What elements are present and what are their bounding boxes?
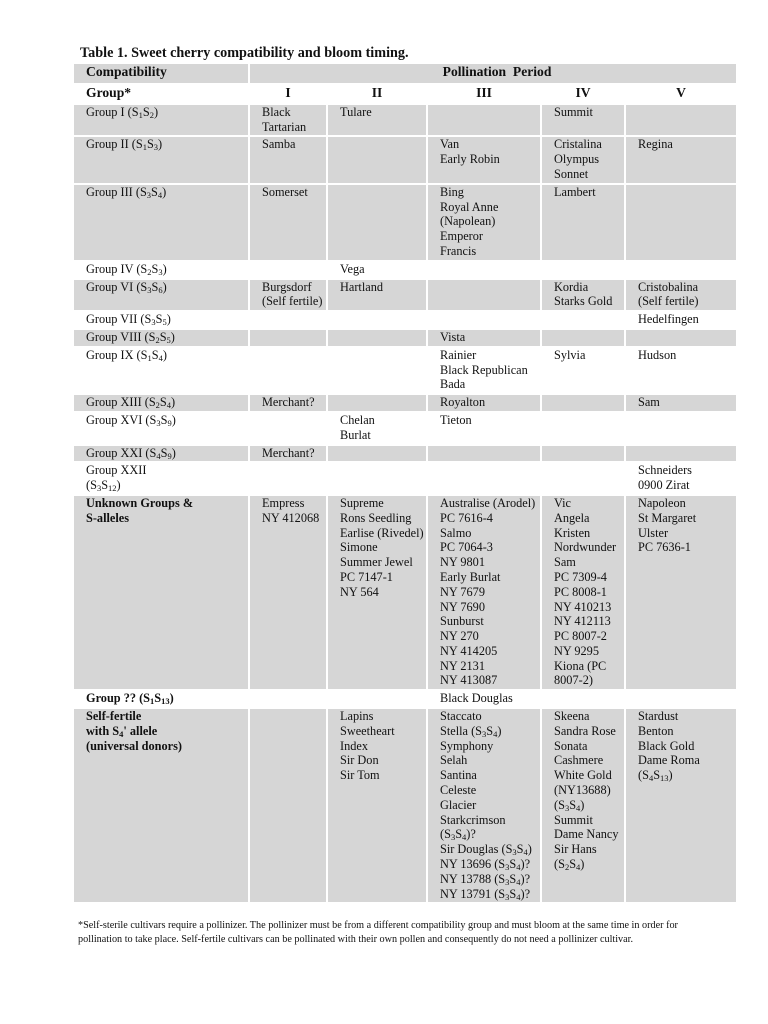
table-body [73,104,737,904]
cultivar-name: Angela [554,510,590,525]
cultivar-name: Sunburst [440,614,484,629]
cultivar-name: Schneiders [638,463,692,478]
group-label-line: S-alleles [86,510,130,525]
cultivar-name: Kordia [554,279,589,294]
cultivar-cell-period-4 [541,347,625,394]
group-label-line: Group III $(S_3S_4)$ [86,184,167,200]
cultivar-name: NY 13788 $(S_3S_4)$? [440,871,531,887]
cultivar-name: Cristalina [554,137,602,152]
cultivar-name: Sir Tom [340,768,380,783]
cultivar-cell-period-2 [327,261,427,279]
cultivar-name: PC 7636-1 [638,540,691,555]
cultivar-cell-period-2 [327,445,427,463]
header-row-2 [73,84,737,104]
cultivar-name: Stella $(S_3S_4)$ [440,723,502,739]
cultivar-cell-period-5 [625,279,737,312]
cultivar-name: Cashmere [554,753,604,768]
cultivar-name: Simone [340,540,378,555]
table-title: Table 1. Sweet cherry compatibility and bloom timing. [80,45,409,61]
cultivar-cell-period-3 [427,184,541,261]
cultivar-cell-period-2 [327,311,427,329]
cultivar-name: Dame Nancy [554,827,619,842]
group-cell [73,104,249,137]
cultivar-cell-period-3 [427,445,541,463]
cultivar-name: Samba [262,137,296,152]
cultivar-cell-period-5 [625,184,737,261]
cultivar-name: Somerset [262,184,308,199]
cultivar-cell-period-3 [427,261,541,279]
cultivar-name: Early Burlat [440,569,501,584]
cultivar-cell-period-1 [249,495,327,690]
cultivar-name: Merchant? [262,395,315,410]
cultivar-name: Sonata [554,738,588,753]
cultivar-cell-period-1 [249,708,327,903]
cultivar-name: Empress [262,495,305,510]
cultivar-cell-period-2 [327,412,427,445]
cultivar-name: Royalton [440,395,486,410]
cultivar-cell-period-4 [541,412,625,445]
cultivar-name: Olympus [554,152,600,167]
cultivar-name: NY 413087 [440,673,498,688]
pollination-period-header: Pollination Period [249,63,737,84]
cultivar-name: Benton [638,723,674,738]
cultivar-cell-period-1 [249,184,327,261]
cultivar-cell-period-5 [625,690,737,708]
group-label-line: Group VIII $(S_2S_5)$ [86,329,175,345]
cultivar-name: Staccato [440,709,482,724]
cultivar-name: Van [440,137,460,152]
group-label-line: Group XVI $(S_3S_9)$ [86,412,176,428]
group-label-line: Group IV $(S_2S_3)$ [86,261,167,277]
cultivar-name: NY 13791 $(S_3S_4)$? [440,886,531,902]
cultivar-cell-period-4 [541,445,625,463]
cultivar-name: Hartland [340,279,384,294]
cultivar-name: Ulster [638,525,669,540]
cultivar-name: Regina [638,137,673,152]
group-label-line: Group IX $(S_1S_4)$ [86,347,167,363]
cultivar-name: Hudson [638,347,677,362]
cultivar-name: PC 7147-1 [340,569,393,584]
cultivar-cell-period-4 [541,311,625,329]
table-row [73,104,737,137]
cultivar-cell-period-2 [327,347,427,394]
cultivar-name: Francis [440,243,477,258]
cultivar-cell-period-5 [625,104,737,137]
compatibility-table [72,62,738,904]
cultivar-name: NY 414205 [440,643,498,658]
cultivar-cell-period-4 [541,261,625,279]
cultivar-name: Bing [440,184,464,199]
table-row [73,311,737,329]
cultivar-name: 8007-2) [554,673,593,688]
group-cell [73,311,249,329]
cultivar-name: Chelan [340,412,375,427]
cultivar-name: Burgsdorf [262,279,312,294]
period-header-2: II [327,84,427,104]
cultivar-cell-period-5 [625,495,737,690]
cultivar-name: Emperor [440,229,484,244]
cultivar-name: NY 13696 $(S_3S_4)$? [440,857,531,873]
table-row [73,445,737,463]
cultivar-name: NY 412113 [554,614,611,629]
cultivar-name: $(S_4S_{13})$ [638,768,673,784]
header-row-1 [73,63,737,84]
cultivar-name: Sir Don [340,753,379,768]
cultivar-name: (Self fertile) [262,294,323,309]
cultivar-name: Sir Douglas $(S_3S_4)$ [440,842,532,858]
cultivar-name: Black Gold [638,738,695,753]
group-label-line: Unknown Groups & [86,495,194,510]
cultivar-name: White Gold [554,768,612,783]
group-label-line: Group VI $(S_3S_6)$ [86,279,167,295]
cultivar-cell-period-3 [427,347,541,394]
footnote: *Self-sterile cultivars require a pollinizer. The pollinizer must be from a different compatibility group and must bloom at the same time in order for pollination to take place. Self-fertile cultivars can be pollinated with their own pollen and consequently do not need a pollinizer cultivar. [78,920,678,945]
cultivar-cell-period-3 [427,329,541,347]
cultivar-name: $(S_3S_4)$? [440,827,476,843]
cultivar-name: Sonnet [554,166,589,181]
cultivar-name: Vista [440,329,466,344]
cultivar-name: Nordwunder [554,540,617,555]
cultivar-cell-period-5 [625,329,737,347]
compatibility-header: Compatibility [73,63,249,84]
cultivar-cell-period-3 [427,136,541,183]
cultivar-name: Summit [554,104,593,119]
cultivar-name: Sam [638,395,660,410]
group-cell [73,708,249,903]
cultivar-name: PC 8007-2 [554,629,607,644]
table-row [73,708,737,903]
cultivar-cell-period-4 [541,104,625,137]
cultivar-cell-period-5 [625,347,737,394]
cultivar-name: Rons Seedling [340,510,412,525]
cultivar-name: Burlat [340,427,371,442]
cultivar-name: Tartarian [262,119,307,134]
period-header-5: V [625,84,737,104]
group-label-line: Group XXII [86,463,147,478]
cultivar-cell-period-2 [327,279,427,312]
cultivar-name: St Margaret [638,510,697,525]
cultivar-cell-period-4 [541,462,625,495]
cultivar-name: $(S_3S_4)$ [554,797,585,813]
cultivar-cell-period-3 [427,708,541,903]
cultivar-cell-period-2 [327,394,427,412]
cultivar-name: Tulare [340,104,372,119]
cultivar-name: Skeena [554,709,590,724]
cultivar-name: $(S_2S_4)$ [554,857,585,873]
cultivar-cell-period-2 [327,690,427,708]
cultivar-cell-period-5 [625,136,737,183]
table-row [73,462,737,495]
cultivar-cell-period-1 [249,136,327,183]
group-cell [73,412,249,445]
cultivar-cell-period-1 [249,347,327,394]
cultivar-cell-period-3 [427,394,541,412]
cultivar-name: Starkcrimson [440,812,506,827]
cultivar-cell-period-3 [427,279,541,312]
cultivar-cell-period-2 [327,708,427,903]
table-row [73,347,737,394]
group-cell [73,347,249,394]
group-label-line: Group ?? $(S_1S_{13})$ [86,691,174,707]
cultivar-name: Napoleon [638,495,686,510]
cultivar-name: Index [340,738,368,753]
cultivar-cell-period-5 [625,311,737,329]
cultivar-name: Supreme [340,495,384,510]
cultivar-name: Stardust [638,709,679,724]
cultivar-name: Santina [440,768,477,783]
table-row [73,394,737,412]
cultivar-cell-period-2 [327,184,427,261]
cultivar-cell-period-1 [249,329,327,347]
cultivar-name: (NY13688) [554,783,611,798]
cultivar-cell-period-4 [541,708,625,903]
period-header-4: IV [541,84,625,104]
cultivar-cell-period-3 [427,412,541,445]
group-cell [73,445,249,463]
group-label-line: (universal donors) [86,738,182,753]
cultivar-name: PC 7064-3 [440,540,493,555]
group-label-line: Group VII $(S_3S_5)$ [86,312,171,328]
cultivar-name: NY 9295 [554,643,599,658]
group-cell [73,690,249,708]
cultivar-cell-period-1 [249,445,327,463]
cultivar-name: NY 410213 [554,599,612,614]
table-row [73,690,737,708]
cultivar-name: Royal Anne [440,199,499,214]
cultivar-cell-period-5 [625,394,737,412]
cultivar-name: (Napolean) [440,214,496,229]
cultivar-name: Hedelfingen [638,312,699,327]
cultivar-cell-period-2 [327,136,427,183]
cultivar-cell-period-5 [625,462,737,495]
cultivar-cell-period-3 [427,462,541,495]
cultivar-name: Dame Roma [638,753,700,768]
cultivar-cell-period-3 [427,690,541,708]
period-header-3: III [427,84,541,104]
cultivar-name: Black Douglas [440,691,513,706]
cultivar-cell-period-5 [625,412,737,445]
table-row [73,412,737,445]
table-row [73,279,737,312]
cultivar-name: 0900 Zirat [638,478,690,493]
group-label-line: Self-fertile [86,709,142,724]
cultivar-name: Australise (Arodel) [440,495,536,510]
group-cell [73,136,249,183]
cultivar-name: Bada [440,377,466,392]
cultivar-cell-period-2 [327,495,427,690]
group-label-line: Group XIII $(S_2S_4)$ [86,395,176,411]
cultivar-name: Sam [554,555,576,570]
cultivar-name: NY 7690 [440,599,485,614]
cultivar-cell-period-2 [327,104,427,137]
cultivar-cell-period-1 [249,412,327,445]
group-label-line: Group I $(S_1S_2)$ [86,104,159,120]
cultivar-name: Kristen [554,525,591,540]
cultivar-name: Celeste [440,783,477,798]
cultivar-cell-period-1 [249,279,327,312]
group-label-line: Group XXI $(S_4S_9)$ [86,445,176,461]
cultivar-name: Black Republican [440,362,528,377]
cultivar-cell-period-1 [249,311,327,329]
group-header: Group* [73,84,249,104]
cultivar-name: Rainier [440,347,477,362]
cultivar-cell-period-4 [541,329,625,347]
group-cell [73,279,249,312]
cultivar-name: Kiona (PC [554,658,607,673]
cultivar-name: Lambert [554,184,596,199]
cultivar-name: Starks Gold [554,294,613,309]
document [72,46,736,946]
cultivar-name: NY 412068 [262,510,320,525]
table-row [73,329,737,347]
cultivar-name: Sweetheart [340,723,395,738]
cultivar-cell-period-3 [427,311,541,329]
cultivar-name: Merchant? [262,445,315,460]
cultivar-name: NY 9801 [440,555,485,570]
cultivar-name: NY 270 [440,629,479,644]
cultivar-name: Sandra Rose [554,723,616,738]
table-row [73,495,737,690]
group-cell [73,329,249,347]
cultivar-cell-period-5 [625,708,737,903]
cultivar-cell-period-3 [427,104,541,137]
cultivar-name: Sylvia [554,347,586,362]
cultivar-cell-period-4 [541,279,625,312]
cultivar-cell-period-1 [249,104,327,137]
cultivar-name: Vic [554,495,572,510]
cultivar-cell-period-5 [625,261,737,279]
cultivar-name: Salmo [440,525,472,540]
cultivar-name: PC 8008-1 [554,584,607,599]
cultivar-name: Black [262,104,291,119]
cultivar-cell-period-4 [541,690,625,708]
cultivar-name: Symphony [440,738,494,753]
cultivar-cell-period-2 [327,462,427,495]
group-cell [73,394,249,412]
table-row [73,136,737,183]
cultivar-cell-period-1 [249,690,327,708]
table-row [73,261,737,279]
cultivar-cell-period-3 [427,495,541,690]
cultivar-name: Cristobalina [638,279,699,294]
cultivar-cell-period-1 [249,462,327,495]
cultivar-name: Lapins [340,709,374,724]
group-cell [73,495,249,690]
cultivar-cell-period-4 [541,184,625,261]
cultivar-cell-period-1 [249,394,327,412]
cultivar-cell-period-5 [625,445,737,463]
cultivar-cell-period-4 [541,394,625,412]
group-cell [73,462,249,495]
group-cell [73,261,249,279]
cultivar-name: Summer Jewel [340,555,413,570]
cultivar-cell-period-1 [249,261,327,279]
cultivar-name: Early Robin [440,152,500,167]
cultivar-name: PC 7309-4 [554,569,607,584]
group-label-line: with $S_4'$ allele [86,723,158,739]
cultivar-name: NY 7679 [440,584,485,599]
cultivar-name: (Self fertile) [638,294,699,309]
cultivar-name: PC 7616-4 [440,510,493,525]
cultivar-name: Summit [554,812,593,827]
cultivar-name: Tieton [440,412,472,427]
cultivar-name: NY 564 [340,584,379,599]
period-header-1: I [249,84,327,104]
cultivar-name: Selah [440,753,468,768]
group-label-line: Group II $(S_1S_3)$ [86,137,163,153]
cultivar-cell-period-2 [327,329,427,347]
table-row [73,184,737,261]
cultivar-name: NY 2131 [440,658,485,673]
group-label-line: $(S_3S_{12})$ [86,478,121,494]
cultivar-name: Earlise (Rivedel) [340,525,424,540]
cultivar-cell-period-4 [541,495,625,690]
cultivar-name: Sir Hans [554,842,597,857]
group-cell [73,184,249,261]
cultivar-name: Glacier [440,797,477,812]
cultivar-name: Vega [340,261,365,276]
cultivar-cell-period-4 [541,136,625,183]
